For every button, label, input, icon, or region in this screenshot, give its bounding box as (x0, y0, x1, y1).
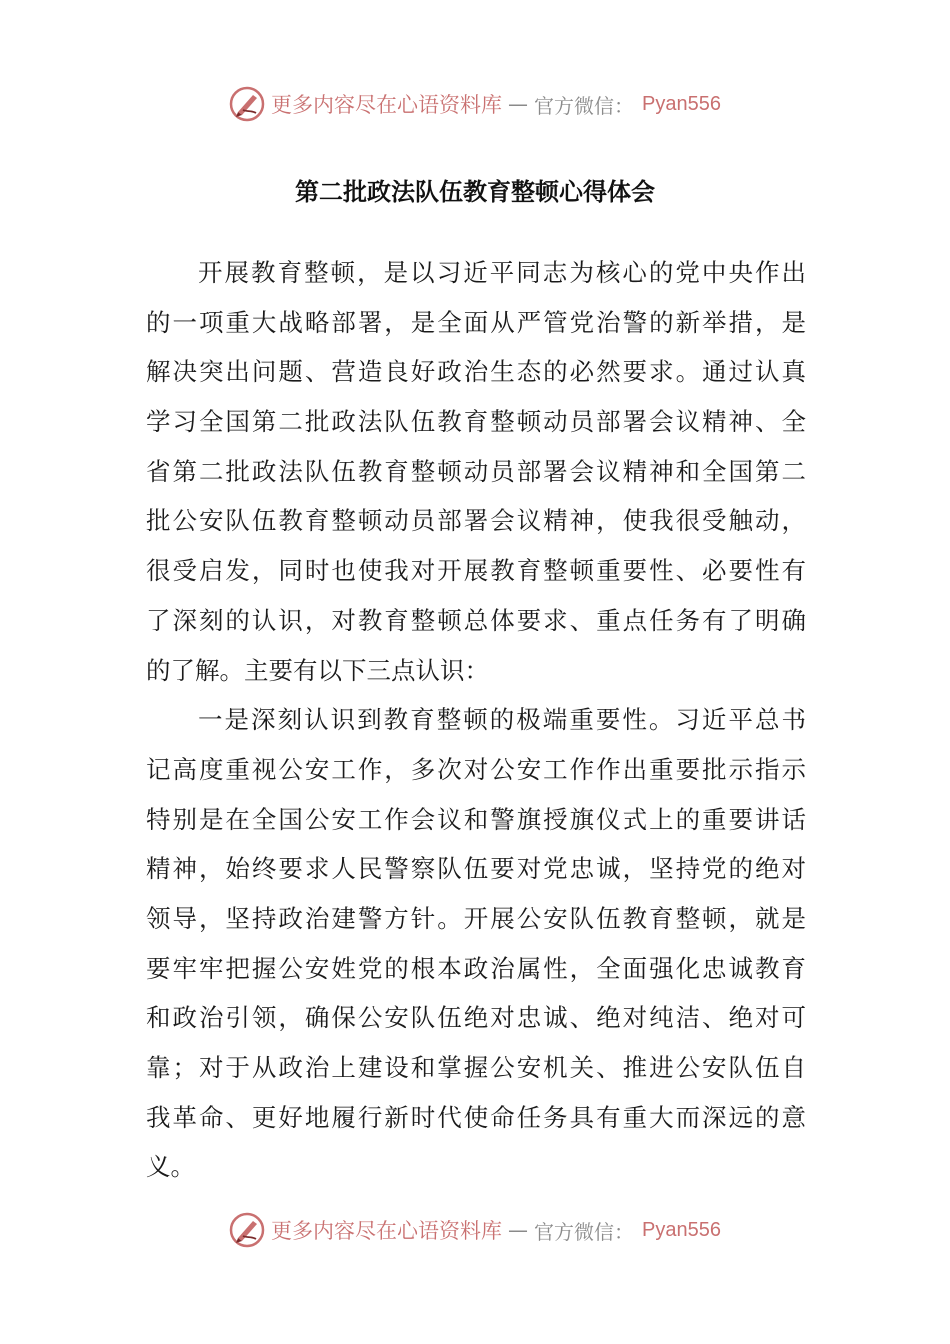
watermark-wechat-id: Pyan556 (642, 1218, 721, 1241)
watermark-dash: — (508, 1218, 529, 1242)
paragraph-1 (146, 248, 806, 695)
text-line: 的一项重大战略部署，是全面从严管党治警的新举措，是 (146, 307, 806, 337)
watermark-site-text: 更多内容尽在心语资料库 (271, 1219, 503, 1243)
watermark-wechat-id: Pyan556 (642, 92, 721, 115)
text-line: 精神，始终要求人民警察队伍要对党忠诚，坚持党的绝对 (146, 854, 806, 884)
text-line: 领导，坚持政治建警方针。开展公安队伍教育整顿，就是 (146, 903, 806, 933)
pen-logo-icon (229, 1212, 265, 1248)
header-watermark (0, 84, 950, 124)
watermark-wechat-label: 官方微信： (534, 1219, 635, 1244)
text-line: 要牢牢把握公安姓党的根本政治属性，全面强化忠诚教育 (146, 953, 806, 983)
text-line: 靠；对于从政治上建设和掌握公安机关、推进公安队伍自 (146, 1053, 806, 1082)
text-line: 的了解。主要有以下三点认识： (146, 655, 489, 685)
text-line: 批公安队伍教育整顿动员部署会议精神，使我很受触动， (146, 506, 806, 536)
watermark-dash: — (508, 92, 529, 116)
text-line: 很受启发，同时也使我对开展教育整顿重要性、必要性有 (146, 556, 806, 586)
watermark-site-text: 更多内容尽在心语资料库 (271, 93, 503, 117)
text-line: 我革命、更好地履行新时代使命任务具有重大而深远的意 (146, 1102, 806, 1132)
text-line: 学习全国第二批政法队伍教育整顿动员部署会议精神、全 (146, 407, 806, 437)
document-title: 第二批政法队伍教育整顿心得体会 (295, 178, 655, 206)
text-line: 特别是在全国公安工作会议和警旗授旗仪式上的重要讲话 (146, 804, 806, 834)
paragraph-2 (146, 695, 806, 1192)
pen-logo-icon (229, 86, 265, 122)
text-line: 和政治引领，确保公安队伍绝对忠诚、绝对纯洁、绝对可 (146, 1003, 806, 1033)
document-body (146, 248, 806, 1192)
text-line: 了深刻的认识，对教育整顿总体要求、重点任务有了明确 (146, 605, 806, 635)
text-line: 省第二批政法队伍教育整顿动员部署会议精神和全国第二 (146, 456, 806, 486)
text-line: 义。 (146, 1152, 195, 1182)
text-line: 一是深刻认识到教育整顿的极端重要性。习近平总书 (198, 705, 806, 735)
footer-watermark (0, 1210, 950, 1250)
text-line: 记高度重视公安工作，多次对公安工作作出重要批示指示 (146, 754, 806, 784)
text-line: 开展教育整顿，是以习近平同志为核心的党中央作出 (198, 258, 806, 287)
watermark-wechat-label: 官方微信： (534, 93, 635, 118)
text-line: 解决突出问题、营造良好政治生态的必然要求。通过认真 (146, 357, 806, 387)
